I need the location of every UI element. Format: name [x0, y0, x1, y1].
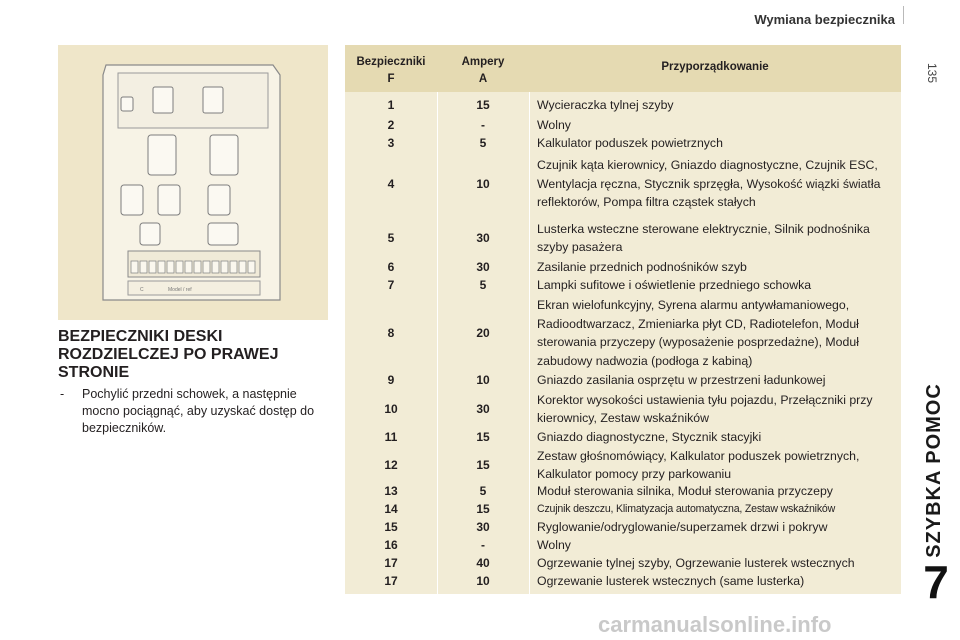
fuse-amps: 30	[476, 231, 490, 245]
table-row	[345, 295, 901, 371]
fuse-number: 13	[384, 484, 398, 498]
fuse-assignment: Wycieraczka tylnej szyby	[537, 97, 674, 112]
fuse-assignment: Ogrzewanie lusterek wstecznych (same lusterka)	[537, 573, 805, 588]
fuse-assignment: Ekran wielofunkcyjny, Syrena alarmu antywłamaniowego, Radioodtwarzacz, Zmieniarka płyt CD, Radiotelefon, Moduł sterowania przyczepy (wyposażenie posprzedażne), Moduł zabudowy nadwozia (podłoga z kabiną)	[537, 298, 859, 368]
watermark: carmanualsonline.info	[598, 612, 832, 637]
fuse-assignment: Lusterka wsteczne sterowane elektrycznie, Silnik podnośnika szyby pasażera	[537, 221, 870, 254]
table-row	[345, 427, 901, 447]
fuse-amps: 5	[479, 484, 487, 498]
table-row	[345, 133, 901, 153]
fuse-amps: 5	[479, 136, 487, 150]
table-row	[345, 257, 901, 277]
section-title: BEZPIECZNIKI DESKI ROZDZIELCZEJ PO PRAWEJ STRONIE	[58, 328, 279, 381]
fuse-amps: 5	[479, 278, 487, 292]
fuse-assignment: Gniazdo diagnostyczne, Stycznik stacyjki	[537, 429, 762, 444]
header-fuses-unit: F	[387, 73, 395, 85]
table-row	[345, 553, 901, 573]
table-row	[345, 115, 901, 135]
fuse-number: 4	[387, 177, 395, 191]
table-row	[345, 535, 901, 555]
table-row	[345, 389, 901, 429]
running-header: Wymiana bezpiecznika	[754, 12, 895, 27]
table-row	[345, 369, 901, 391]
table-row	[345, 217, 901, 259]
fuse-number: 12	[384, 458, 398, 472]
fuse-assignment: Lampki sufitowe i oświetlenie przedniego schowka	[537, 277, 812, 292]
illustration-label-left: C	[140, 287, 144, 293]
fuse-number: 8	[387, 326, 395, 340]
chapter-number: 7	[923, 556, 949, 608]
page-number	[922, 58, 942, 88]
side-section-title	[910, 380, 958, 560]
fuse-table	[345, 45, 901, 594]
fuse-amps: 10	[476, 177, 490, 191]
fuse-assignment: Ogrzewanie tylnej szyby, Ogrzewanie lusterek wstecznych	[537, 555, 855, 570]
fuse-assignment: Moduł sterowania silnika, Moduł sterowania przyczepy	[537, 483, 833, 498]
fuse-amps: -	[481, 538, 485, 552]
fuse-amps: 40	[476, 556, 490, 570]
fuse-number: 5	[387, 231, 395, 245]
fuse-amps: -	[481, 118, 485, 132]
fuse-number: 9	[387, 373, 395, 387]
fuse-assignment: Wolny	[537, 117, 571, 132]
fuse-number: 10	[384, 402, 398, 416]
header-amps-label: Ampery	[461, 56, 505, 68]
fuse-assignment: Zasilanie przednich podnośników szyb	[537, 259, 747, 274]
fuse-assignment: Zestaw głośnomówiący, Kalkulator poduszek powietrznych, Kalkulator pomocy przy parkowaniu	[537, 448, 860, 481]
fuse-amps: 15	[476, 98, 490, 112]
instruction-item	[60, 386, 320, 437]
fuse-assignment: Czujnik kąta kierownicy, Gniazdo diagnostyczne, Czujnik ESC, Wentylacja ręczna, Stycznik sprzęgła, Wysokość wiązki światła reflektorów, Pompa filtra cząstek stałych	[537, 158, 881, 210]
side-section-text: SZYBKA POMOC	[922, 382, 945, 558]
fuse-number: 7	[387, 278, 395, 292]
header-amps	[437, 54, 529, 88]
table-row	[345, 153, 901, 215]
fuse-number: 6	[387, 260, 395, 274]
header-fuses	[345, 54, 437, 88]
fuse-assignment: Czujnik deszczu, Klimatyzacja automatyczna, Zestaw wskaźników	[537, 502, 836, 515]
table-header	[345, 45, 901, 92]
table-row	[345, 93, 901, 117]
fuse-amps: 15	[476, 430, 490, 444]
fuse-number: 15	[384, 520, 398, 534]
table-row	[345, 517, 901, 537]
fuse-number: 17	[384, 574, 398, 588]
header-amps-unit: A	[478, 73, 488, 85]
fuse-amps: 15	[476, 502, 490, 516]
fuse-amps: 10	[476, 574, 490, 588]
fuse-number: 1	[387, 98, 395, 112]
fuse-assignment: Gniazdo zasilania osprzętu w przestrzeni ładunkowej	[537, 372, 826, 387]
fuse-amps: 15	[476, 458, 490, 472]
fuse-amps: 30	[476, 260, 490, 274]
fuse-number: 16	[384, 538, 398, 552]
fuse-amps: 10	[476, 373, 490, 387]
fuse-assignment: Korektor wysokości ustawienia tyłu pojazdu, Przełączniki przy kierownicy, Zestaw wskaźników	[537, 392, 873, 425]
fuse-amps: 20	[476, 326, 490, 340]
fuse-number: 2	[387, 118, 395, 132]
instruction-dash: -	[60, 387, 65, 401]
header-fuses-label: Bezpieczniki	[356, 56, 426, 68]
table-row	[345, 499, 901, 519]
fuse-box-illustration	[58, 45, 328, 320]
illustration-label-mid: Model / ref	[168, 287, 192, 293]
table-row	[345, 445, 901, 485]
header-divider	[903, 6, 904, 24]
fuse-assignment: Ryglowanie/odryglowanie/superzamek drzwi i pokryw	[537, 519, 828, 534]
fuse-amps: 30	[476, 520, 490, 534]
page-number-text: 135	[925, 62, 940, 84]
fuse-amps: 30	[476, 402, 490, 416]
header-assignment: Przyporządkowanie	[661, 61, 769, 73]
fuse-number: 17	[384, 556, 398, 570]
fuse-number: 14	[384, 502, 398, 516]
table-row	[345, 481, 901, 501]
fuse-box-icon	[58, 45, 328, 320]
fuse-number: 11	[384, 430, 398, 444]
fuse-assignment: Kalkulator poduszek powietrznych	[537, 135, 723, 150]
table-row	[345, 275, 901, 295]
instruction-text: Pochylić przedni schowek, a następnie mocno pociągnąć, aby uzyskać dostęp do bezpieczników.	[82, 387, 315, 435]
fuse-number: 3	[387, 136, 395, 150]
fuse-assignment: Wolny	[537, 537, 571, 552]
table-row	[345, 571, 901, 591]
